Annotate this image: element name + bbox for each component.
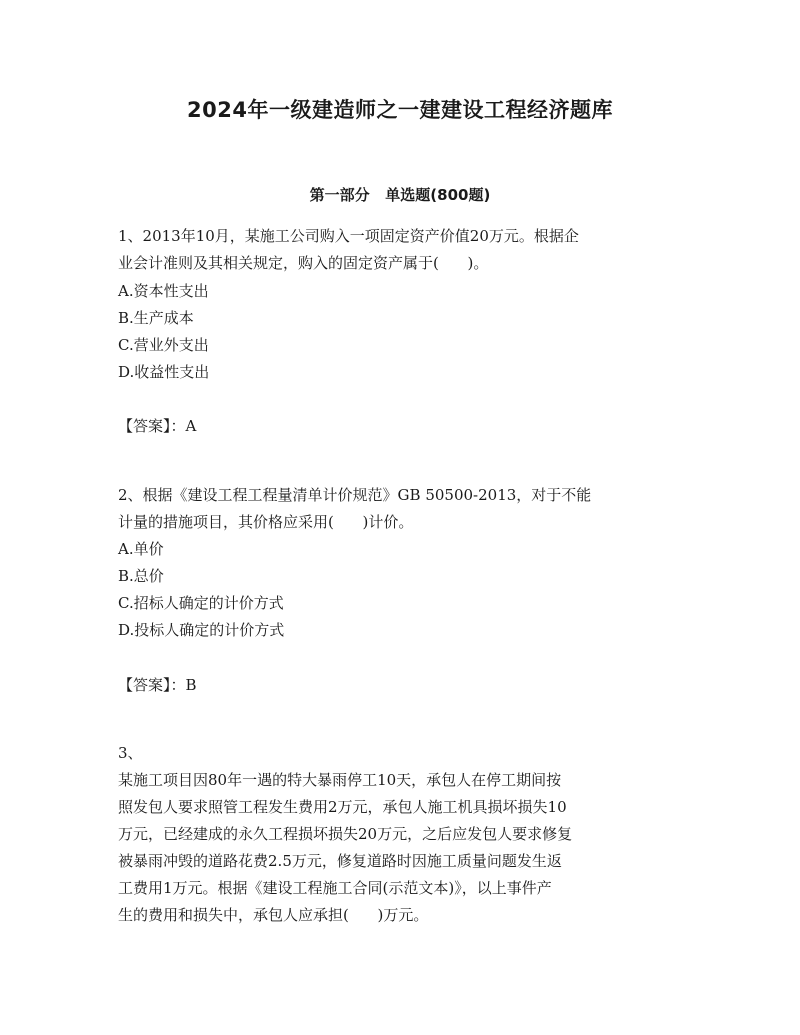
document-title: 2024年一级建造师之一建建设工程经济题库 [187, 98, 613, 122]
section-title: 第一部分 单选题(800题) [309, 186, 491, 204]
question-1-answer: 【答案】：A [118, 417, 197, 435]
question-3-stem-line-5: 工费用1万元。根据《建设工程施工合同(示范文本)》，以上事件产 [118, 879, 552, 897]
question-2-answer: 【答案】：B [118, 676, 197, 694]
question-2-option-b: B.总价 [118, 567, 164, 585]
question-2-stem-line-1: 2、根据《建设工程工程量清单计价规范》GB 50500-2013，对于不能 [118, 486, 592, 504]
question-3-stem-line-6: 生的费用和损失中，承包人应承担( )万元。 [118, 906, 429, 924]
question-2-option-c: C.招标人确定的计价方式 [118, 594, 284, 612]
question-2-stem-line-2: 计量的措施项目，其价格应采用( )计价。 [118, 513, 414, 531]
question-2-option-a: A.单价 [118, 540, 164, 558]
question-2-option-d: D.投标人确定的计价方式 [118, 621, 285, 639]
question-3-stem-line-1: 某施工项目因80年一遇的特大暴雨停工10天，承包人在停工期间按 [118, 771, 562, 789]
question-3-stem-line-4: 被暴雨冲毁的道路花费2.5万元，修复道路时因施工质量问题发生返 [118, 852, 562, 870]
question-1-stem-line-2: 业会计准则及其相关规定，购入的固定资产属于( )。 [118, 254, 489, 272]
question-1-option-c: C.营业外支出 [118, 336, 209, 354]
question-3-number: 3、 [118, 744, 143, 762]
question-1-option-a: A.资本性支出 [118, 282, 209, 300]
question-1-option-b: B.生产成本 [118, 309, 194, 327]
question-3-stem-line-3: 万元，已经建成的永久工程损坏损失20万元，之后应发包人要求修复 [118, 825, 573, 843]
question-1-option-d: D.收益性支出 [118, 363, 210, 381]
question-1-stem-line-1: 1、2013年10月，某施工公司购入一项固定资产价值20万元。根据企 [118, 227, 579, 245]
question-3-stem-line-2: 照发包人要求照管工程发生费用2万元，承包人施工机具损坏损失10 [118, 798, 567, 816]
